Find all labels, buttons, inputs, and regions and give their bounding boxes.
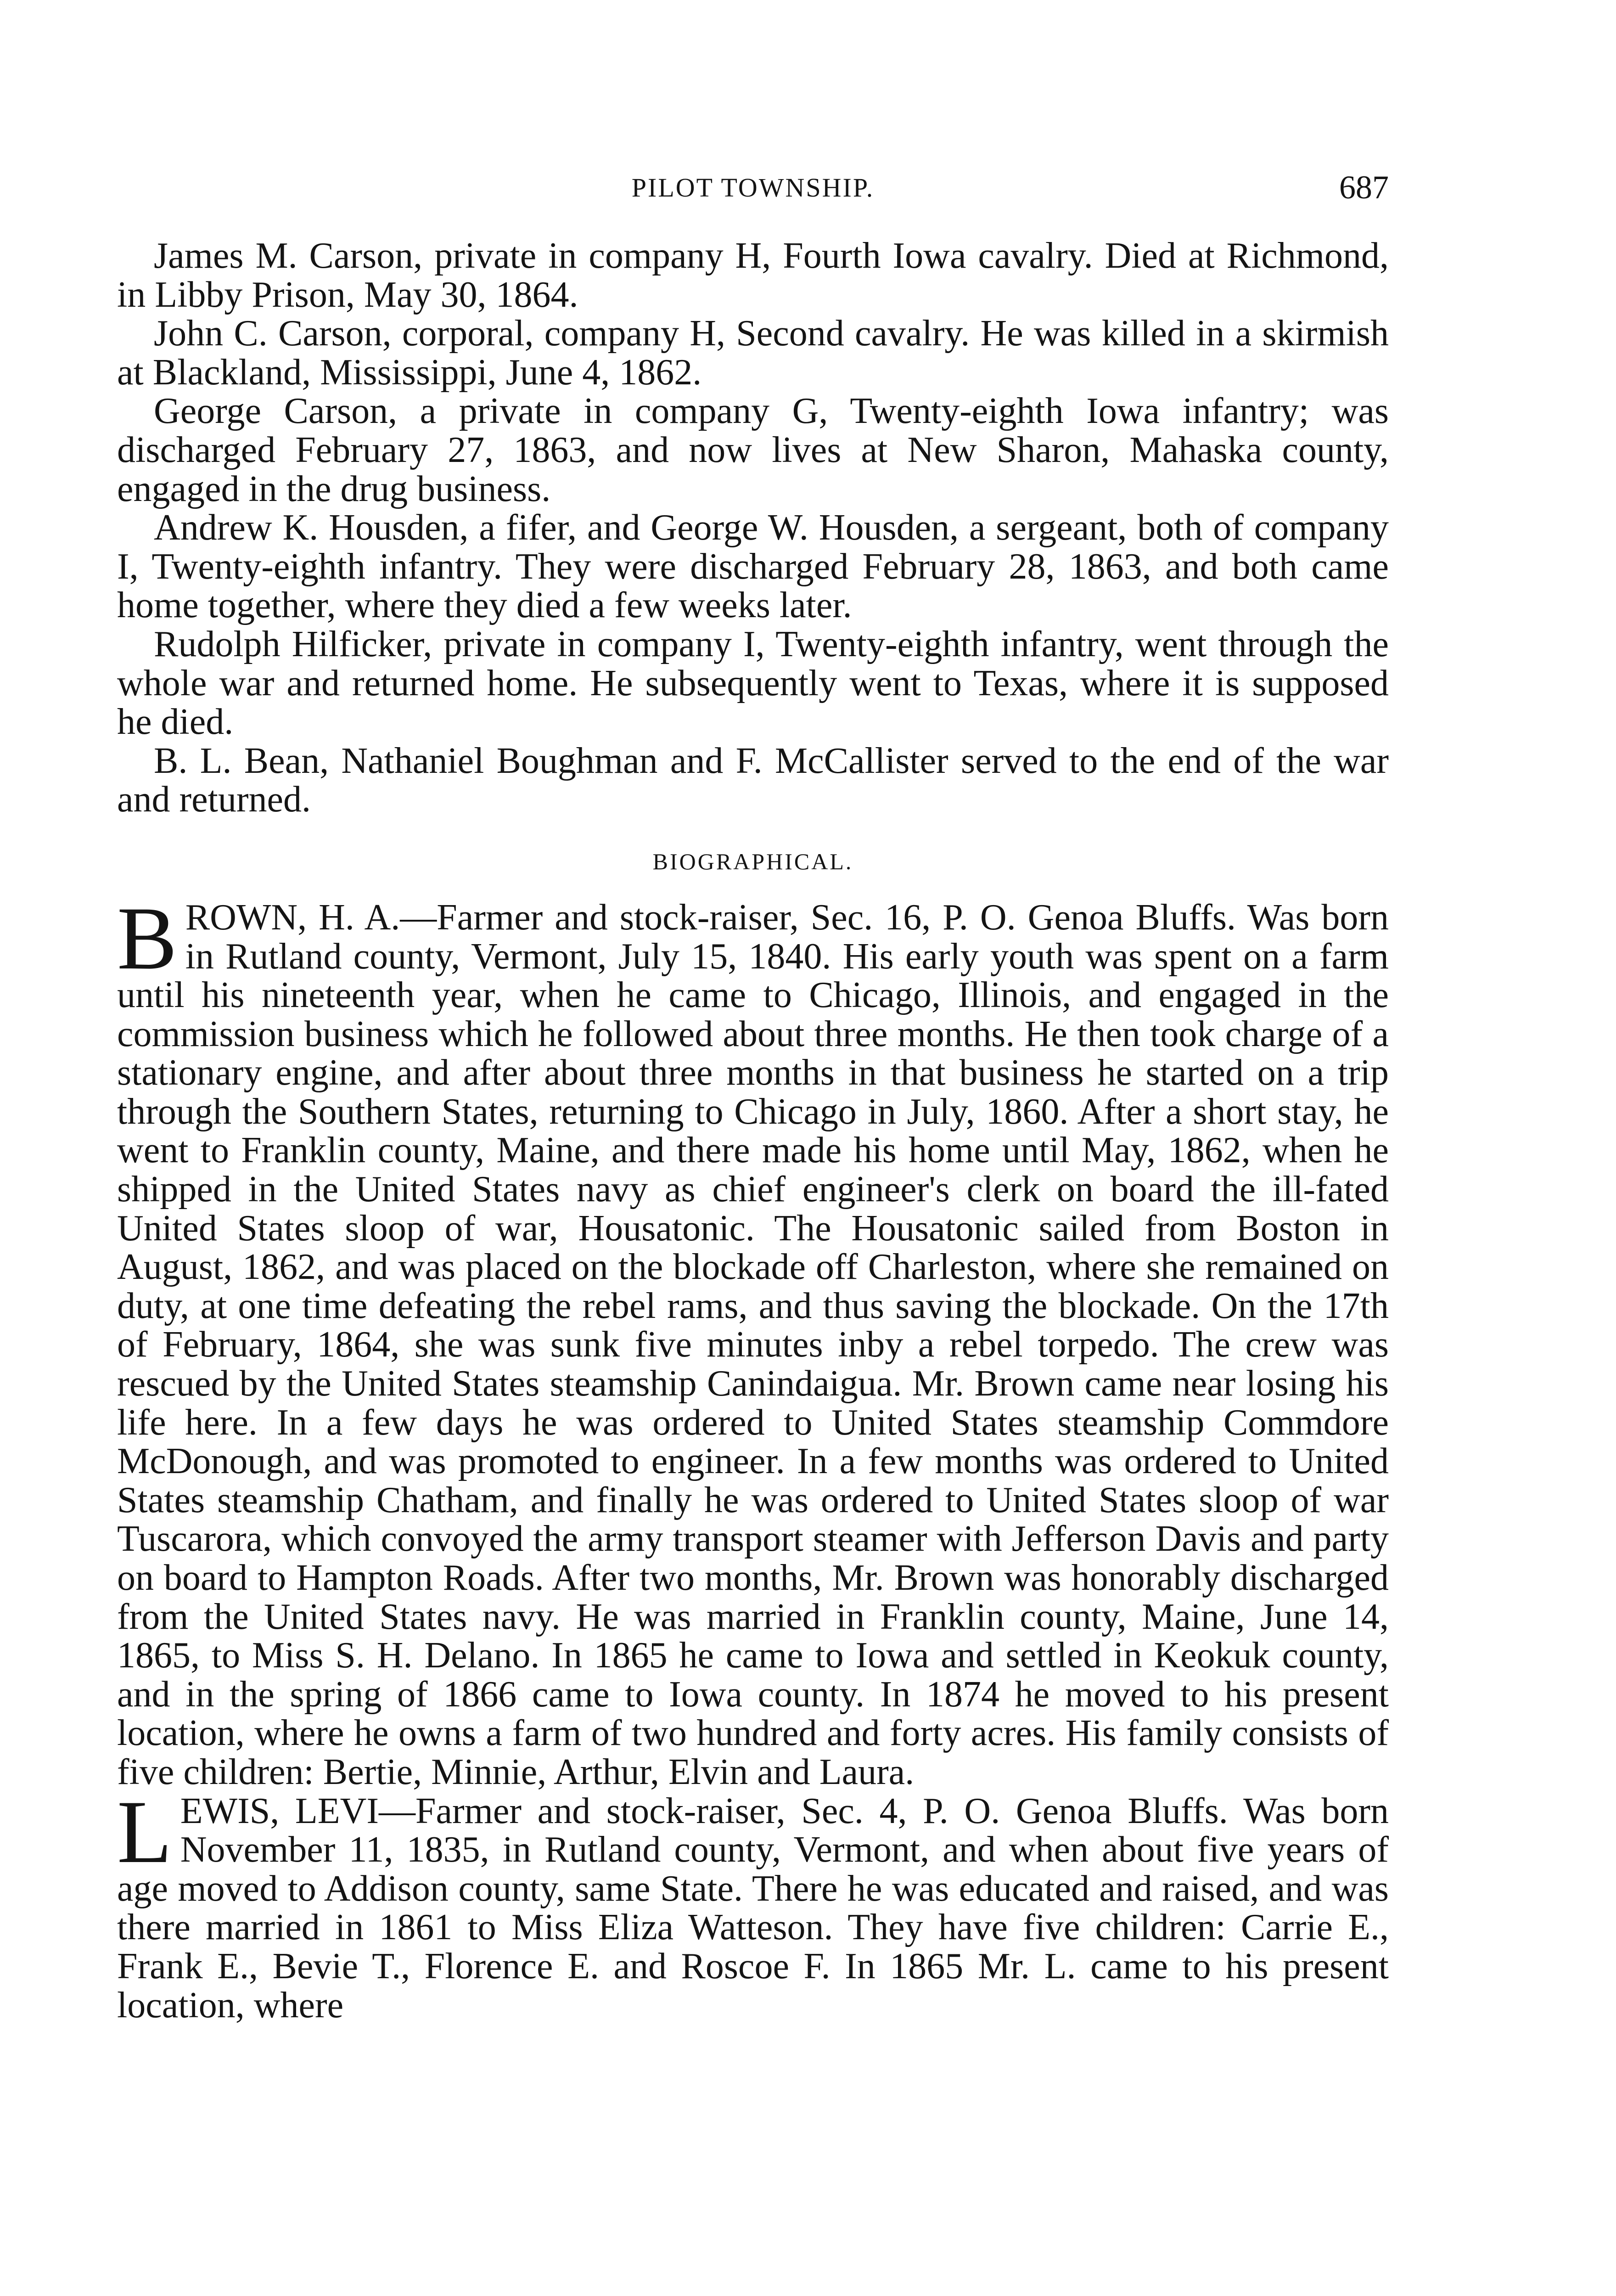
biography-brown — [117, 888, 1389, 1792]
drop-cap: B — [117, 888, 177, 988]
drop-cap: L — [117, 1782, 172, 1882]
section-title: BIOGRAPHICAL. — [652, 848, 853, 874]
soldier-entry-bean-boughman-mccallister: B. L. Bean, Nathaniel Boughman and F. McCallister served to the end of the war and returned. — [117, 740, 1389, 820]
running-head: PILOT TOWNSHIP. — [631, 173, 875, 203]
biography-text: ROWN, H. A.—Farmer and stock-raiser, Sec. 16, P. O. Genoa Bluffs. Was born in Rutland county, Vermont, July 15, 1840. His early youth was spent on a farm until his nineteenth year, when he came to Chicago, Illinois, and engaged in the commission business which he followed about three months. He then took charge of a stationary engine, and after about three months in that business he started on a trip through the Southern States, returning to Chicago in July, 1860. After a short stay, he went to Franklin county, Maine, and there made his home until May, 1862, when he shipped in the United States navy as chief engineer's clerk on board the ill-fated United States sloop of war, Housatonic. The Housatonic sailed from Boston in August, 1862, and was placed on the blockade off Charleston, where she remained on duty, at one time defeating the rebel rams, and thus saving the blockade. On the 17th of February, 1864, she was sunk five minutes inby a rebel torpedo. The crew was rescued by the United States steamship Canindaigua. Mr. Brown came near losing his life here. In a few days he was ordered to United States steamship Commdore McDonough, and was promoted to engineer. In a few months was ordered to United States steamship Chatham, and finally he was ordered to United States sloop of war Tuscarora, which convoyed the army transport steamer with Jefferson Davis and party on board to Hampton Roads. After two months, Mr. Brown was honorably discharged from the United States navy. He was married in Franklin county, Maine, June 14, 1865, to Miss S. H. Delano. In 1865 he came to Iowa and settled in Keokuk county, and in the spring of 1866 came to Iowa county. In 1874 he moved to his present location, where he owns a farm of two hundred and forty acres. His family consists of five children: Bertie, Minnie, Arthur, Elvin and Laura. — [117, 897, 1389, 1792]
soldier-entry-carson-james: James M. Carson, private in company H, Fourth Iowa cavalry. Died at Richmond, in Libby Prison, May 30, 1864. — [117, 236, 1389, 315]
biography-lewis — [117, 1782, 1389, 2026]
soldier-entry-housden: Andrew K. Housden, a fifer, and George W. Housden, a sergeant, both of company I, Twenty-eighth infantry. They were discharged February 28, 1863, and both came home together, where they died a few weeks later. — [117, 507, 1389, 626]
page-number: 687 — [1339, 169, 1389, 206]
page-body — [117, 236, 1389, 2025]
soldier-entry-hilficker: Rudolph Hilficker, private in company I, Twenty-eighth infantry, went through the whole war and returned home. He subsequently went to Texas, where it is supposed he died. — [117, 624, 1389, 743]
page-header — [117, 169, 1389, 209]
soldier-entry-carson-george: George Carson, a private in company G, Twenty-eighth Iowa infantry; was discharged February 27, 1863, and now lives at New Sharon, Mahaska county, engaged in the drug business. — [117, 391, 1389, 509]
biography-text: EWIS, LEVI—Farmer and stock-raiser, Sec. 4, P. O. Genoa Bluffs. Was born November 11, 1835, in Rutland county, Vermont, and when about five years of age moved to Addison county, same State. There he was educated and raised, and was there married in 1861 to Miss Eliza Watteson. They have five children: Carrie E., Frank E., Bevie T., Florence E. and Roscoe F. In 1865 Mr. L. came to his present location, where — [117, 1790, 1389, 2026]
soldier-entry-carson-john: John C. Carson, corporal, company H, Second cavalry. He was killed in a skirmish at Blackland, Mississippi, June 4, 1862. — [117, 313, 1389, 393]
